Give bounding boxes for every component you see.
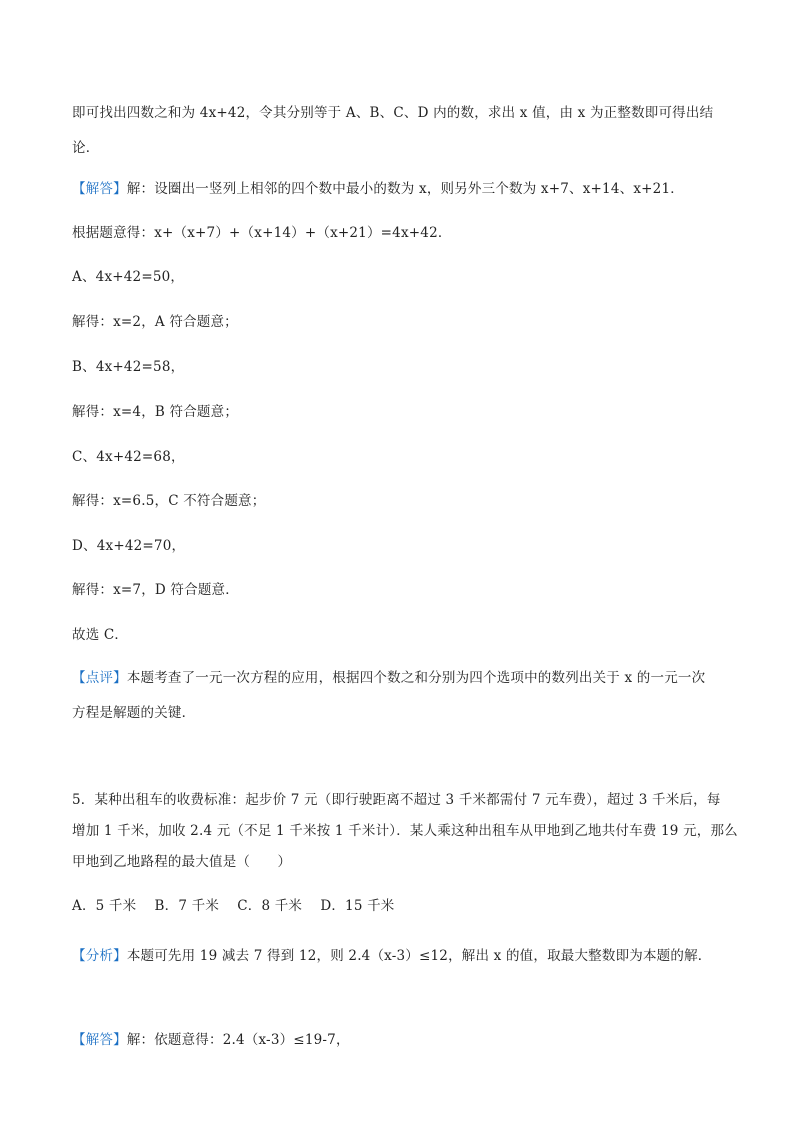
text-line: 根据题意得：x+（x+7）+（x+14）+（x+21）=4x+42． [72, 225, 452, 241]
review-text: 本题考查了一元一次方程的应用，根据四个数之和分别为四个选项中的数列出关于 x 的一元一次 [126, 670, 706, 686]
answer-text: 解：依题意得：2.4（x-3）≤19-7， [126, 1032, 350, 1048]
text-line: B、4x+42=58， [72, 359, 185, 375]
answer-line [72, 180, 724, 198]
answer-line [72, 1031, 724, 1049]
question-5-line: 5．某种出租车的收费标准：起步价 7 元（即行驶距离不超过 3 千米都需付 7 元车费），超过 3 千米后，每 [72, 792, 721, 808]
question-5-line: 甲地到乙地路程的最大值是（ ） [72, 854, 292, 870]
text-line: D、4x+42=70， [72, 538, 186, 554]
text-line: 方程是解题的关键． [72, 705, 196, 721]
text-line: 解得：x=4，B 符合题意； [72, 404, 239, 420]
text-line: 论． [72, 140, 100, 156]
analysis-line [72, 947, 724, 965]
answer-tag: 【解答】 [72, 1032, 127, 1048]
review-line [72, 669, 724, 687]
answer-text: 解：设圈出一竖列上相邻的四个数中最小的数为 x，则另外三个数为 x+7、x+14、x+21． [126, 181, 684, 197]
text-line: 解得：x=7，D 符合题意． [72, 582, 239, 598]
analysis-text: 本题可先用 19 减去 7 得到 12，则 2.4（x-3）≤12，解出 x 的值，取最大整数即为本题的解． [126, 948, 712, 964]
analysis-tag: 【分析】 [72, 948, 127, 964]
answer-options: A．5 千米 B．7 千米 C．8 千米 D．15 千米 [72, 898, 395, 914]
question-5-line: 增加 1 千米，加收 2.4 元（不足 1 千米按 1 千米计）．某人乘这种出租车从甲地到乙地共付车费 19 元，那么 [72, 823, 738, 839]
text-line: A、4x+42=50， [72, 269, 185, 285]
text-line: 故选 C． [72, 627, 129, 643]
text-line: 解得：x=6.5，C 不符合题意； [72, 493, 266, 509]
answer-tag: 【解答】 [72, 181, 127, 197]
text-line: C、4x+42=68， [72, 449, 185, 465]
text-line: 即可找出四数之和为 4x+42，令其分别等于 A、B、C、D 内的数，求出 x 值，由 x 为正整数即可得出结 [72, 105, 714, 121]
review-tag: 【点评】 [72, 670, 127, 686]
text-line: 解得：x=2，A 符合题意； [72, 314, 238, 330]
